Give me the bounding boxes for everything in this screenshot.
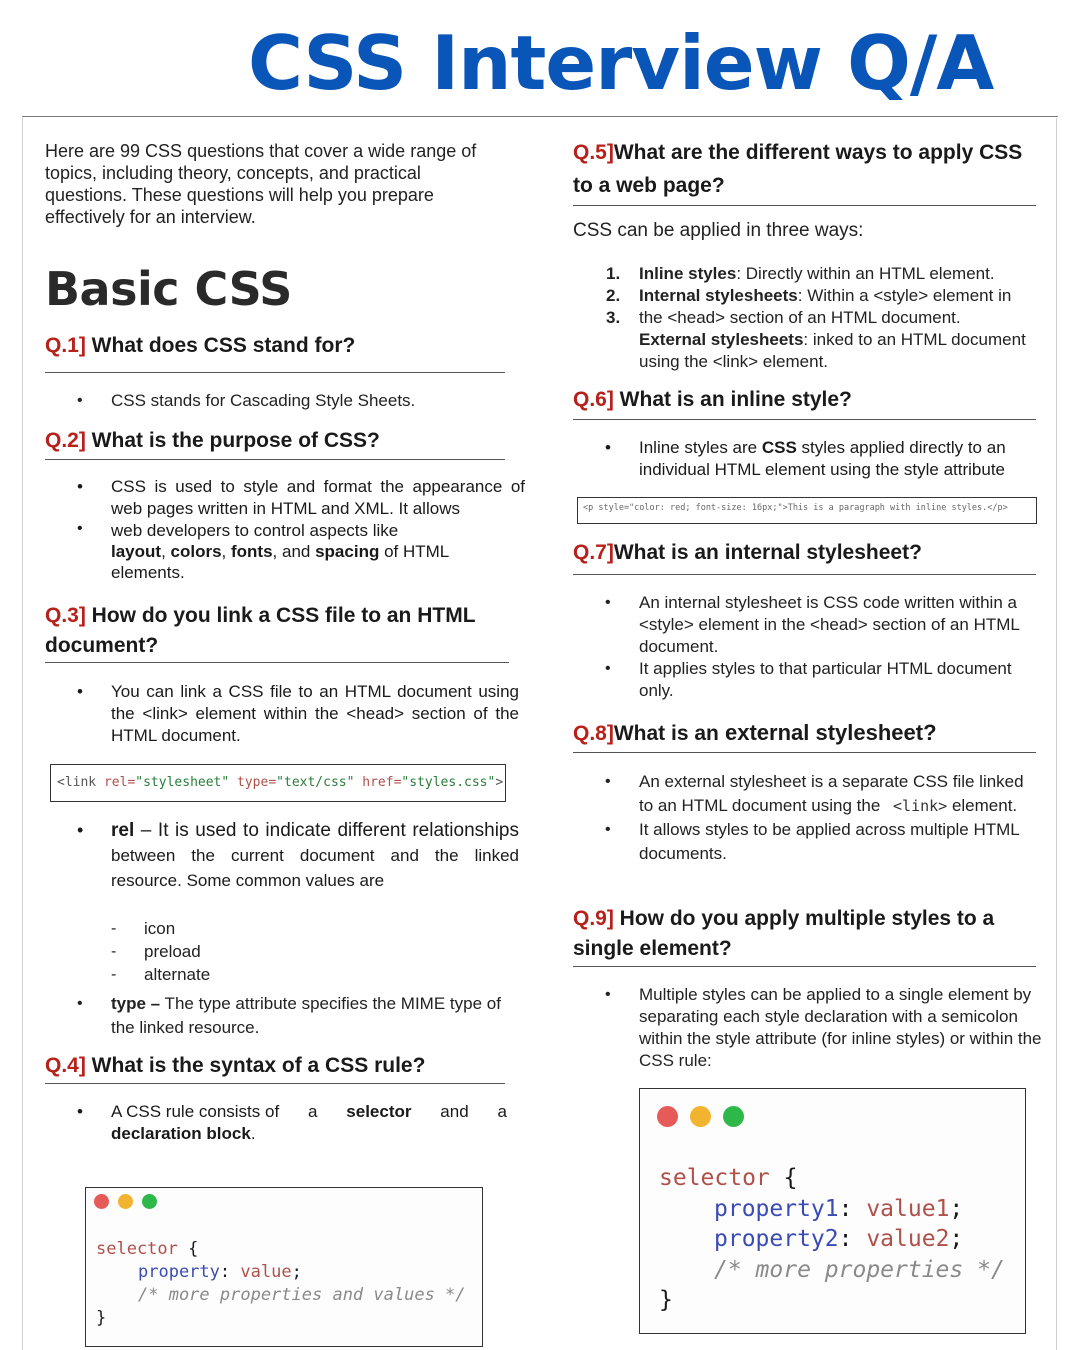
question-number: Q.3] <box>45 604 86 627</box>
question-9 <box>573 904 1043 964</box>
title-divider <box>22 116 1058 117</box>
question-number: Q.5] <box>573 141 614 164</box>
question-6 <box>573 385 852 415</box>
question-5 <box>573 136 1043 202</box>
list-item: web developers to control aspects like layout, colors, fonts, and spacing of HTML elements. <box>111 521 449 582</box>
code-body: selector { property: value; /* more properties and values */ } <box>96 1239 466 1328</box>
red-dot-icon <box>94 1194 109 1209</box>
question-7 <box>573 538 922 568</box>
list-item: - icon <box>111 919 176 938</box>
question-divider <box>573 752 1036 753</box>
question-divider <box>573 419 1036 420</box>
ways-list <box>573 263 1053 373</box>
list-item: • CSS is used to style and format the appearance of web pages written in HTML and XML. It allows <box>77 477 525 518</box>
question-number: Q.9] <box>573 907 614 930</box>
answer-list <box>573 984 1045 1072</box>
question-text: What is an <box>613 722 719 745</box>
page-frame-left <box>22 118 23 1350</box>
question-4 <box>45 1051 425 1081</box>
yellow-dot-icon <box>118 1194 133 1209</box>
question-text: What is an internal stylesheet? <box>613 541 922 564</box>
inline-style-code-snippet: <p style="color: red; font-size: 16px;">This is a paragraph with inline styles.</p> <box>577 497 1037 524</box>
question-number: Q.2] <box>45 429 86 452</box>
rel-values-list <box>45 894 485 986</box>
question-text: How do you link a CSS file to an HTML document? <box>45 604 476 657</box>
list-item: - alternate <box>111 965 211 984</box>
answer-block: • CSS is used to style and format the appearance of web pages written in HTML and XML. It allows • web developers to control aspects like layout, colors, fonts, and spacing of HTML elements. <box>45 476 525 583</box>
question-3 <box>45 601 505 661</box>
list-item: • It applies styles to that particular HTML document only. <box>573 658 1047 702</box>
question-number: Q.6] <box>573 388 614 411</box>
green-dot-icon <box>723 1106 744 1127</box>
question-number: Q.8] <box>573 722 614 745</box>
question-divider <box>45 459 505 460</box>
list-item: • An internal stylesheet is CSS code written within a <style> element in the <head> section of an HTML document. <box>573 592 1047 658</box>
link-code-snippet: <link rel="stylesheet" type="text/css" href="styles.css"> <box>50 764 506 802</box>
question-1 <box>45 331 355 361</box>
question-divider <box>45 662 509 663</box>
question-8: Q.8]What is an external stylesheet? <box>573 720 937 745</box>
red-dot-icon <box>657 1106 678 1127</box>
multiple-styles-code-window <box>639 1088 1026 1334</box>
question-text: What are the different ways to apply CSS to a web page? <box>573 141 1023 197</box>
answer-list <box>45 390 525 411</box>
yellow-dot-icon <box>690 1106 711 1127</box>
question-number: Q.1] <box>45 334 86 357</box>
list-item: External stylesheets: inked to an HTML document using the <link> element. <box>639 330 1026 371</box>
answer-list <box>573 592 1047 702</box>
list-item: 3. the <head> section of an HTML document. <box>606 308 961 327</box>
section-title: Basic CSS <box>45 262 292 316</box>
code-body: selector { property1: value1; property2: value2; /* more properties */ } <box>659 1165 1005 1313</box>
list-item: • Inline styles are CSS styles applied directly to an individual HTML element using the style attribute <box>605 438 1006 479</box>
page-frame-right <box>1056 118 1057 1350</box>
question-divider <box>45 372 505 373</box>
css-rule-code-window <box>85 1187 483 1347</box>
question-text: What is the purpose of CSS? <box>85 429 380 452</box>
q5-lead: CSS can be applied in three ways: <box>573 220 864 241</box>
question-2 <box>45 426 380 456</box>
list-item: • CSS stands for Cascading Style Sheets. <box>45 390 525 411</box>
list-item: • Multiple styles can be applied to a single element by separating each style declaration with a semicolon within the style attribute (for inline styles) or within the CSS rule: <box>573 984 1045 1072</box>
green-dot-icon <box>142 1194 157 1209</box>
intro-paragraph: Here are 99 CSS questions that cover a wide range of topics, including theory, concepts, and practical questions. These questions will help you prepare effectively for an interview. <box>45 141 477 227</box>
question-divider <box>573 574 1036 575</box>
list-item: - preload <box>111 942 201 961</box>
question-text: What is an inline style? <box>613 388 852 411</box>
list-item: • type – The type attribute specifies the MIME type of the linked resource. <box>45 992 515 1040</box>
question-text: What does CSS stand for? <box>85 334 356 357</box>
question-divider <box>45 1083 505 1084</box>
question-divider <box>573 966 1036 967</box>
list-item: • An external stylesheet is a separate CSS file linked to an HTML document using the <link> element. <box>573 770 1033 818</box>
question-number: Q.7] <box>573 541 614 564</box>
type-list <box>45 992 515 1040</box>
question-divider <box>573 205 1036 206</box>
list-item: 2. Internal stylesheets: Within a <style> element in <box>606 286 1012 305</box>
answer-list <box>573 770 1033 866</box>
list-item: • A CSS rule consists of a selector and a declaration block. <box>77 1102 507 1143</box>
question-text: How do you apply multiple styles to a single element? <box>573 907 995 960</box>
list-item: • It allows styles to be applied across multiple HTML documents. <box>573 818 1033 866</box>
list-item-rel: • rel – It is used to indicate different relationships between the current document and the linked resource. Some common values are <box>77 820 519 890</box>
question-text: What is the syntax of a CSS rule? <box>85 1054 426 1077</box>
list-item: • You can link a CSS file to an HTML document using the <link> element within the <head> section of the HTML document. <box>77 682 519 745</box>
question-number: Q.4] <box>45 1054 86 1077</box>
page-title: CSS Interview Q/A <box>248 19 994 107</box>
list-item: 1. Inline styles: Directly within an HTML element. <box>606 264 995 283</box>
